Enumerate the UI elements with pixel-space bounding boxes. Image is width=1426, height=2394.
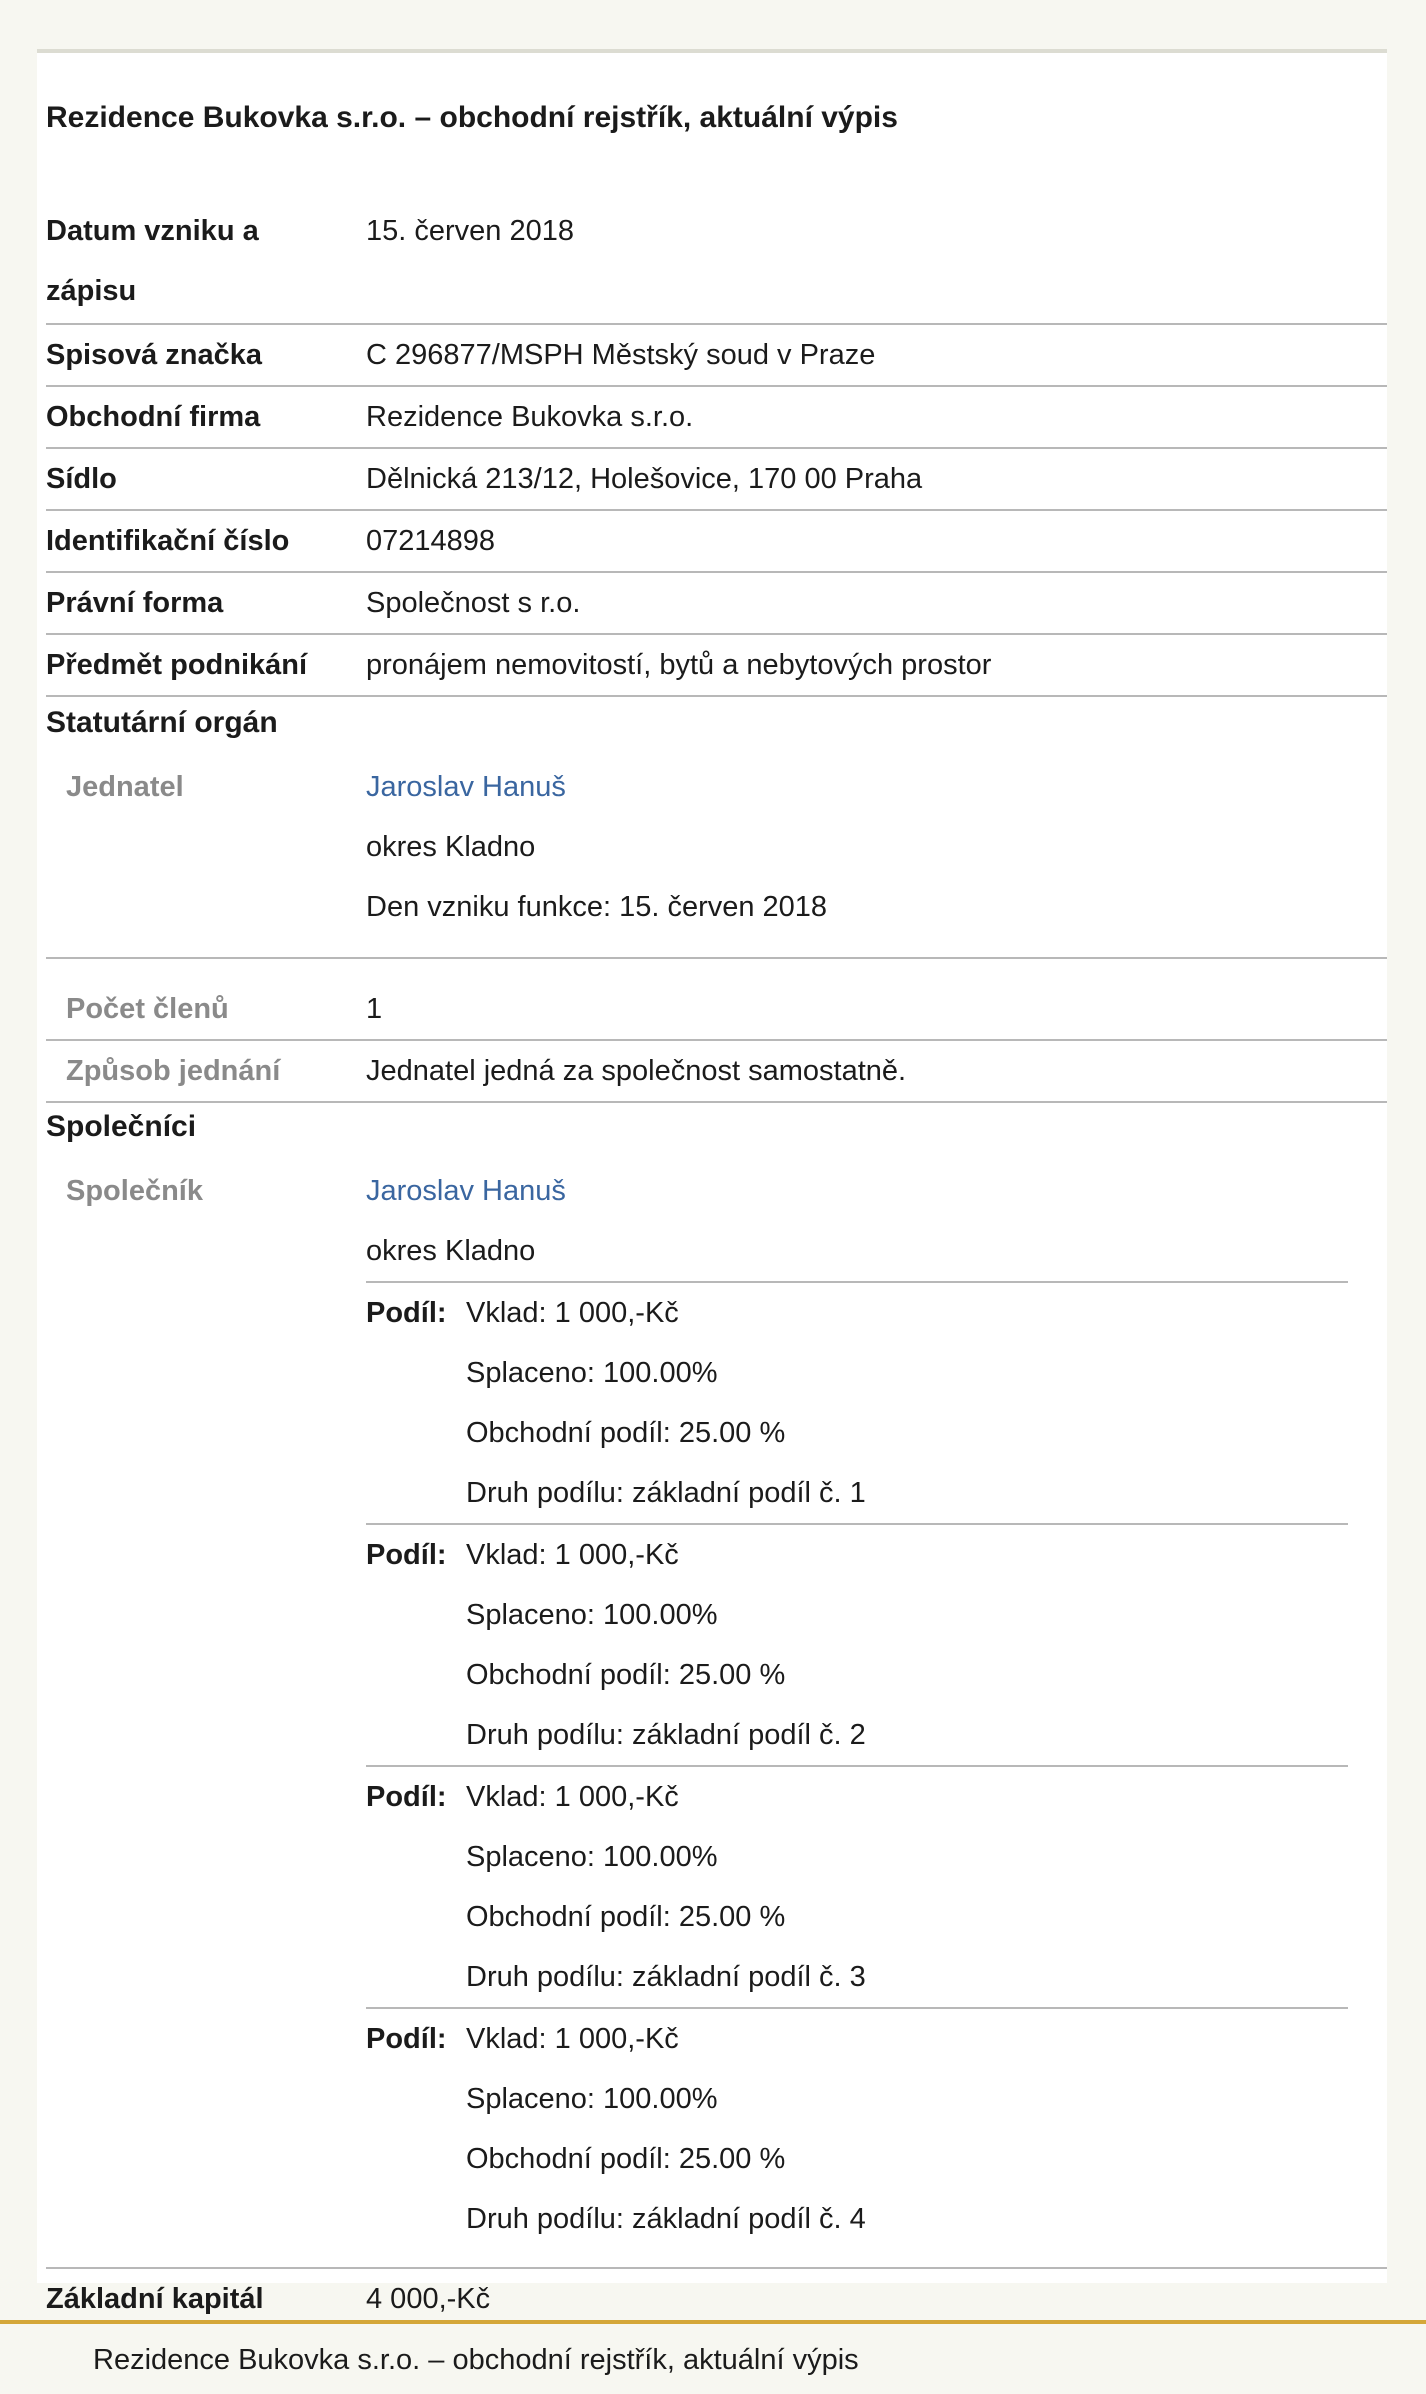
share-vklad: Vklad: 1 000,-Kč [466, 2023, 679, 2055]
share-block [366, 1281, 1348, 1523]
row-label: Právní forma [46, 587, 224, 619]
row-label: Sídlo [46, 463, 117, 495]
row-label: Společník [66, 1175, 203, 1207]
section-heading-statutarni-organ: Statutární orgán [46, 706, 278, 739]
row-value: pronájem nemovitostí, bytů a nebytových prostor [366, 649, 992, 681]
row-value: okres Kladno [366, 1235, 536, 1267]
share-obchodni-podil: Obchodní podíl: 25.00 % [466, 1659, 786, 1691]
row-pocet-clenu [46, 959, 1387, 1041]
share-label: Podíl: [366, 1781, 447, 1813]
row-value: Společnost s r.o. [366, 587, 581, 619]
row-value: 4 000,-Kč [366, 2283, 491, 2315]
row-datum-vzniku [46, 201, 1387, 325]
row-value: 07214898 [366, 525, 496, 557]
page-footer [0, 2320, 1426, 2394]
row-value: Dělnická 213/12, Holešovice, 170 00 Praha [366, 463, 923, 495]
share-block [366, 1523, 1348, 1765]
row-value: okres Kladno [366, 831, 536, 863]
row-label: Obchodní firma [46, 401, 261, 433]
share-druh-podilu: Druh podílu: základní podíl č. 1 [466, 1477, 866, 1509]
share-obchodni-podil: Obchodní podíl: 25.00 % [466, 2143, 786, 2175]
section-heading-spolecnici: Společníci [46, 1110, 197, 1143]
share-label: Podíl: [366, 1297, 447, 1329]
row-label: Datum vzniku a [46, 215, 259, 247]
row-pravni-forma [46, 573, 1387, 635]
share-obchodni-podil: Obchodní podíl: 25.00 % [466, 1417, 786, 1449]
row-value: Jednatel jedná za společnost samostatně. [366, 1055, 907, 1087]
row-predmet-podnikani [46, 635, 1387, 697]
row-jednatel [46, 757, 1387, 959]
row-obchodni-firma [46, 387, 1387, 449]
share-splaceno: Splaceno: 100.00% [466, 2083, 718, 2115]
share-obchodni-podil: Obchodní podíl: 25.00 % [466, 1901, 786, 1933]
row-spisova-znacka [46, 325, 1387, 387]
share-block [366, 1765, 1348, 2007]
footer-text: Rezidence Bukovka s.r.o. – obchodní rejstřík, aktuální výpis [93, 2344, 859, 2376]
share-druh-podilu: Druh podílu: základní podíl č. 2 [466, 1719, 866, 1751]
share-label: Podíl: [366, 2023, 447, 2055]
person-link-jednatel[interactable]: Jaroslav Hanuš [366, 771, 566, 803]
row-label: Způsob jednání [66, 1055, 281, 1087]
row-label: Základní kapitál [46, 2283, 264, 2315]
page-title: Rezidence Bukovka s.r.o. – obchodní rejstřík, aktuální výpis [46, 101, 898, 134]
share-vklad: Vklad: 1 000,-Kč [466, 1539, 679, 1571]
share-druh-podilu: Druh podílu: základní podíl č. 3 [466, 1961, 866, 1993]
row-value: Den vzniku funkce: 15. červen 2018 [366, 891, 828, 923]
row-value: C 296877/MSPH Městský soud v Praze [366, 339, 876, 371]
row-label: Počet členů [66, 993, 229, 1025]
share-druh-podilu: Druh podílu: základní podíl č. 4 [466, 2203, 866, 2235]
row-identifikacni-cislo [46, 511, 1387, 573]
row-label: Spisová značka [46, 339, 262, 371]
row-label: Identifikační číslo [46, 525, 290, 557]
share-label: Podíl: [366, 1539, 447, 1571]
person-link-spolecnik[interactable]: Jaroslav Hanuš [366, 1175, 566, 1207]
row-value: 1 [366, 993, 383, 1025]
share-block [366, 2007, 1348, 2249]
row-value: 15. červen 2018 [366, 215, 574, 247]
share-vklad: Vklad: 1 000,-Kč [466, 1781, 679, 1813]
share-splaceno: Splaceno: 100.00% [466, 1599, 718, 1631]
row-label: zápisu [46, 275, 137, 307]
row-sidlo [46, 449, 1387, 511]
register-extract-card [37, 49, 1387, 2315]
row-label: Předmět podnikání [46, 649, 308, 681]
share-splaceno: Splaceno: 100.00% [466, 1357, 718, 1389]
share-splaceno: Splaceno: 100.00% [466, 1841, 718, 1873]
share-vklad: Vklad: 1 000,-Kč [466, 1297, 679, 1329]
row-label: Jednatel [66, 771, 184, 803]
row-value: Rezidence Bukovka s.r.o. [366, 401, 694, 433]
row-zpusob-jednani [46, 1041, 1387, 1103]
